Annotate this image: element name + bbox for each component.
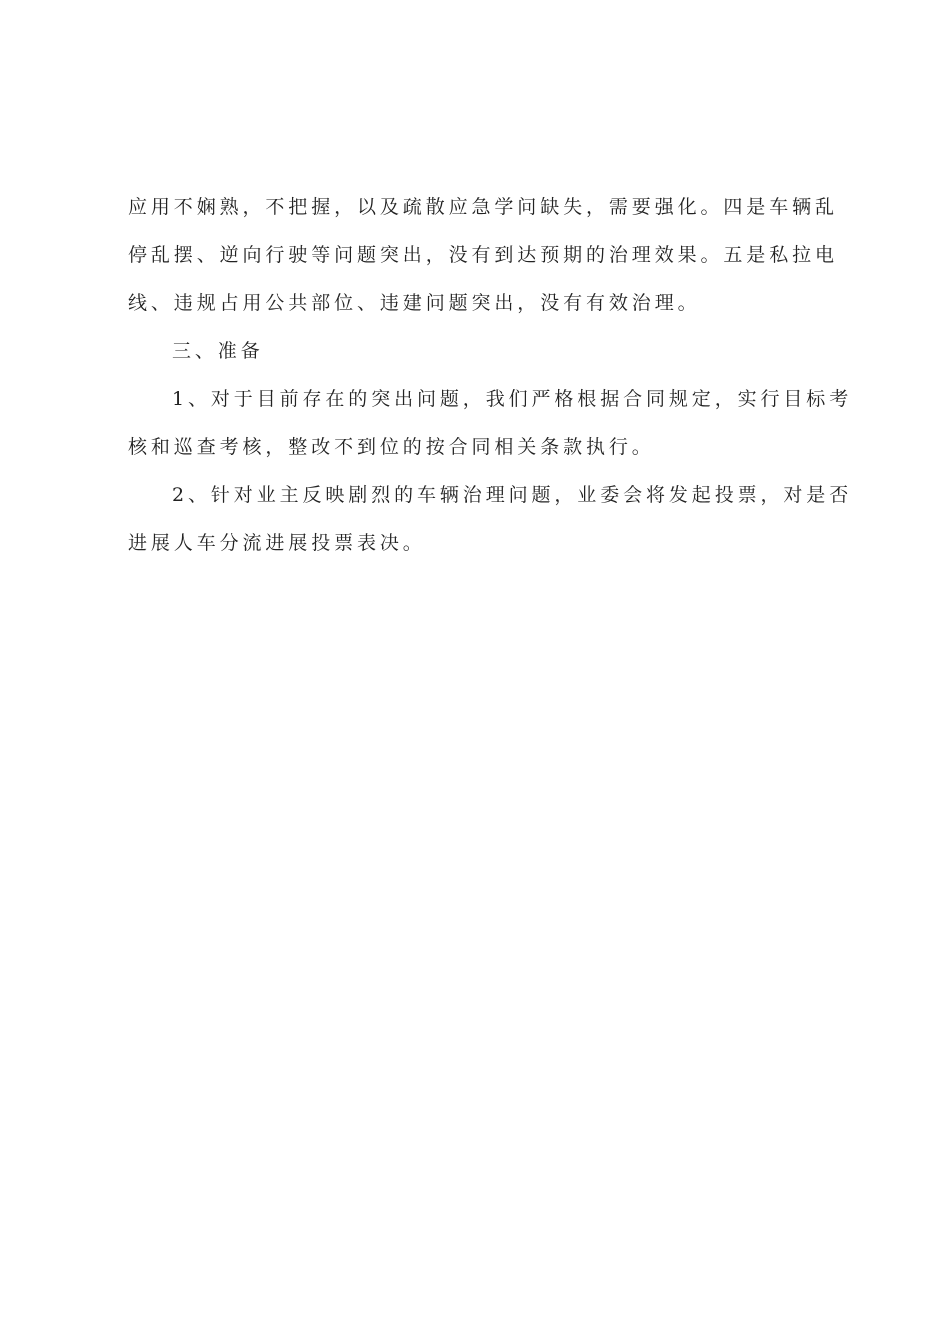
paragraph-line: 2、针对业主反映剧烈的车辆治理问题，业委会将发起投票，对是否 — [172, 484, 853, 506]
paragraph-line: 进展人车分流进展投票表决。 — [128, 532, 426, 554]
paragraph-line: 1、对于目前存在的突出问题，我们严格根据合同规定，实行目标考 — [172, 388, 853, 410]
paragraph-problems — [128, 183, 838, 327]
paragraph-line: 应用不娴熟，不把握，以及疏散应急学问缺失，需要强化。四是车辆乱 — [128, 196, 838, 218]
section-heading: 三、准备 — [172, 340, 264, 362]
list-item-2 — [128, 471, 853, 567]
document-body — [128, 183, 853, 567]
paragraph-line: 停乱摆、逆向行驶等问题突出，没有到达预期的治理效果。五是私拉电 — [128, 244, 838, 266]
paragraph-line: 核和巡查考核，整改不到位的按合同相关条款执行。 — [128, 436, 655, 458]
list-item-1 — [128, 375, 853, 471]
paragraph-line: 线、违规占用公共部位、违建问题突出，没有有效治理。 — [128, 292, 701, 314]
